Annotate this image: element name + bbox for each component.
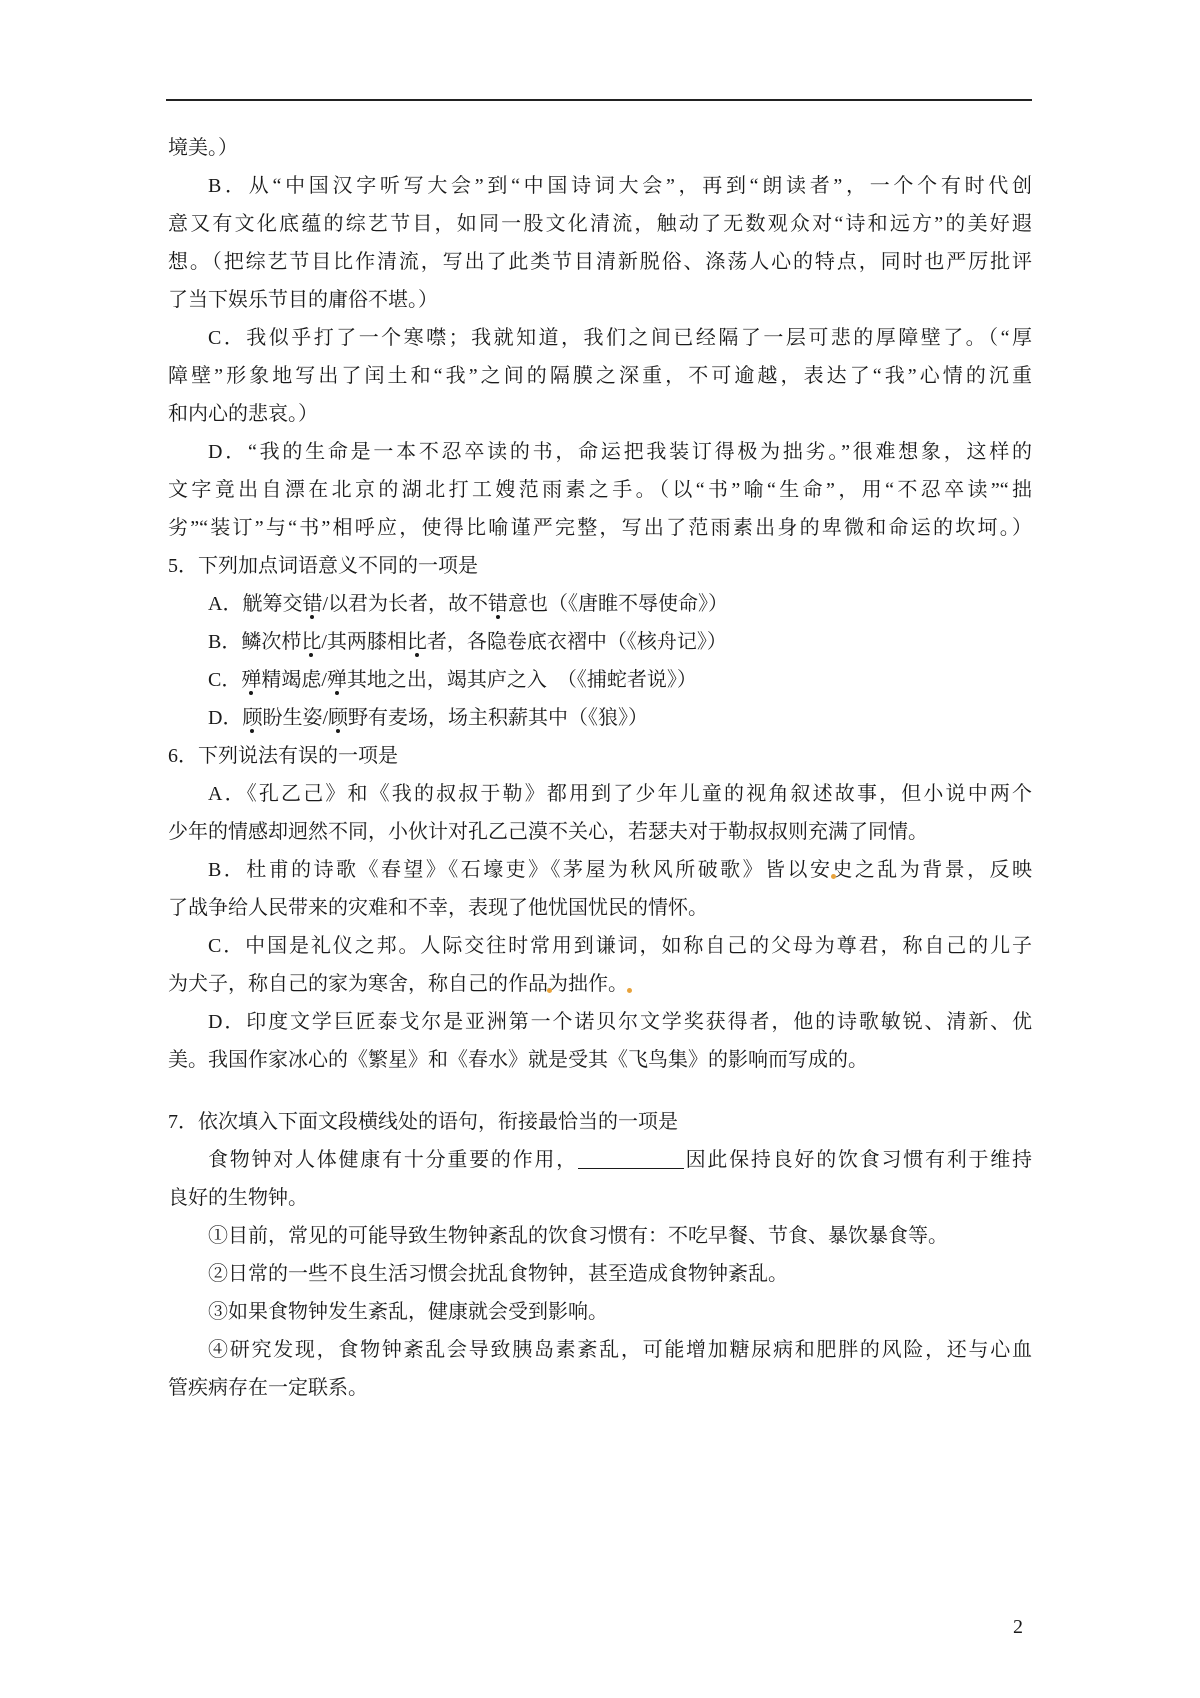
q5-option-d-after: 野有麦场，场主积薪其中（《狼》）: [348, 707, 649, 729]
q4-option-c-line-1: C．我似乎打了一个寒噤；我就知道，我们之间已经隔了一层可悲的厚障壁了。（“厚: [208, 327, 1032, 349]
q5-option-c-emphasized-2: 殚: [326, 669, 347, 691]
q7-sentence-3: ③如果食物钟发生紊乱，健康就会受到影响。: [208, 1301, 608, 1323]
q7-passage-line-2: 良好的生物钟。: [168, 1187, 308, 1209]
q6-option-a-line-2: 少年的情感却迥然不同，小伙计对孔乙己漠不关心，若瑟夫对于勒叔叔则充满了同情。: [168, 821, 928, 843]
q4-option-c-line-3: 和内心的悲哀。）: [168, 403, 318, 425]
q7-sentence-4-line-2: 管疾病存在一定联系。: [168, 1377, 368, 1399]
q5-option-d: [208, 699, 1032, 737]
q4-option-b-line-1: B．从“中国汉字听写大会”到“中国诗词大会”，再到“朗读者”，一个个有时代创: [208, 175, 1032, 197]
q6-option-d-line-1: D．印度文学巨匠泰戈尔是亚洲第一个诺贝尔文学奖获得者，他的诗歌敏锐、清新、优: [208, 1011, 1032, 1033]
q5-option-a-after: 意也（《唐睢不辱使命》）: [508, 593, 729, 615]
q5-option-d-before: D．: [208, 707, 243, 729]
q5-option-c-after: 其地之出，竭其庐之入 （《捕蛇者说》）: [346, 669, 697, 691]
q6-option-b-line-1-after: 史之乱为背景，反映: [832, 859, 1032, 881]
q4-option-d-line-1: D．“我的生命是一本不忍卒读的书，命运把我装订得极为拙劣。”很难想象，这样的: [208, 441, 1032, 463]
q5-option-b-before: B．鳞次栉: [208, 631, 302, 653]
q4-option-c-line-2: 障壁”形象地写出了闰土和“我”之间的隔膜之深重，不可逾越，表达了“我”心情的沉重: [168, 365, 1032, 387]
answer-blank: [578, 1150, 684, 1169]
q6-option-d-line-2: 美。我国作家冰心的《繁星》和《春水》就是受其《飞鸟集》的影响而写成的。: [168, 1049, 868, 1071]
q5-option-c-emphasized-1: 殚: [241, 669, 262, 691]
q5-option-c-before: C．: [208, 669, 242, 691]
page-number: 2: [1013, 1616, 1023, 1638]
q6-option-a-line-1: A．《孔乙己》和《我的叔叔于勒》都用到了少年儿童的视角叙述故事，但小说中两个: [208, 783, 1032, 805]
q6-option-b-marked-char: 安: [809, 859, 833, 881]
q7-sentence-1: ①目前，常见的可能导致生物钟紊乱的饮食习惯有：不吃早餐、节食、暴饮暴食等。: [208, 1225, 948, 1247]
q5-option-d-emphasized-1: 顾: [242, 707, 263, 729]
q6-option-b-line-2: 了战争给人民带来的灾难和不幸，表现了他忧国忧民的情怀。: [168, 897, 708, 919]
q6-option-c-marked-char-2: 。: [608, 973, 628, 995]
q5-option-b-after: 者，各隐卷底衣褶中（《核舟记》）: [426, 631, 727, 653]
q5-option-b-emphasized-1: 比: [301, 631, 322, 653]
header-rule: [166, 99, 1032, 101]
q6-option-c-line-1: C．中国是礼仪之邦。人际交往时常用到谦词，如称自己的父母为尊君，称自己的儿子: [208, 935, 1032, 957]
q5-option-a-emphasized-1: 错: [302, 593, 323, 615]
q7-passage-line-1: [208, 1141, 1032, 1179]
q6-stem: 6．下列说法有误的一项是: [168, 745, 398, 767]
q5-option-c-middle: 精竭虑/: [261, 669, 327, 691]
q7-sentence-2: ②日常的一些不良生活习惯会扰乱食物钟，甚至造成食物钟紊乱。: [208, 1263, 788, 1285]
q5-option-b: [208, 623, 1032, 661]
q6-option-c-line-2: [168, 965, 1032, 1003]
q7-passage-after-blank: 因此保持良好的饮食习惯有利于维持: [683, 1149, 1032, 1171]
q5-option-a-before: A．觥筹交: [208, 593, 303, 615]
q5-option-b-middle: /其两膝相: [321, 631, 407, 653]
q5-option-d-middle: 盼生姿/: [262, 707, 329, 729]
q6-option-c-line-2-before: 为犬子，称自己的家为寒舍，称自己的作: [168, 973, 528, 995]
q5-option-a-emphasized-2: 错: [488, 593, 509, 615]
q4-option-d-line-2: 文字竟出自漂在北京的湖北打工嫂范雨素之手。（以“书”喻“生命”，用“不忍卒读”“拙: [168, 479, 1032, 501]
q4-option-b-line-3: 想。（把综艺节目比作清流，写出了此类节目清新脱俗、涤荡人心的特点，同时也严厉批评: [168, 251, 1032, 273]
q5-option-c: [208, 661, 1032, 699]
q4-option-b-line-4: 了当下娱乐节目的庸俗不堪。）: [168, 289, 438, 311]
q5-stem: 5．下列加点词语意义不同的一项是: [168, 555, 478, 577]
q7-stem: 7．依次填入下面文段横线处的语句，衔接最恰当的一项是: [168, 1111, 678, 1133]
q4-option-d-line-3: 劣”“装订”与“书”相呼应，使得比喻谨严完整，写出了范雨素出身的卑微和命运的坎坷。）: [168, 517, 1032, 539]
q4-option-b-line-2: 意又有文化底蕴的综艺节目，如同一股文化清流，触动了无数观众对“诗和远方”的美好遐: [168, 213, 1032, 235]
q6-option-c-marked-char-1: 品: [528, 973, 548, 995]
q5-option-b-emphasized-2: 比: [406, 631, 427, 653]
q7-sentence-4-line-1: ④研究发现，食物钟紊乱会导致胰岛素紊乱，可能增加糖尿病和肥胖的风险，还与心血: [208, 1339, 1032, 1361]
q5-option-a: [208, 585, 1032, 623]
q6-option-b-line-1: [208, 851, 1032, 889]
q5-option-a-middle: /以君为长者，故不: [322, 593, 489, 615]
q7-passage-before-blank: 食物钟对人体健康有十分重要的作用，: [208, 1149, 578, 1171]
q4-option-a-tail: 境美。）: [168, 137, 238, 159]
q5-option-d-emphasized-2: 顾: [328, 707, 349, 729]
q6-option-c-line-2-middle: 为拙作: [548, 973, 608, 995]
q6-option-b-line-1-before: B．杜甫的诗歌《春望》《石壕吏》《茅屋为秋风所破歌》皆以: [208, 859, 810, 881]
